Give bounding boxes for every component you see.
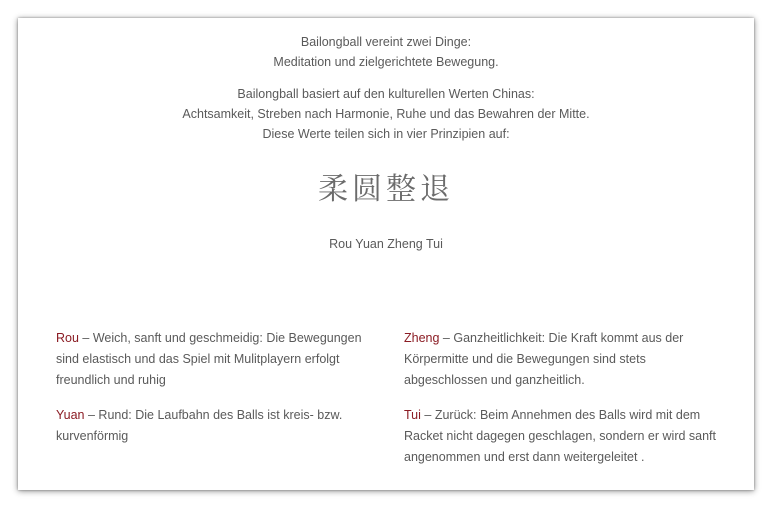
chinese-characters: 柔圆整退: [318, 172, 454, 207]
intro-line-4: Achtsamkeit, Streben nach Harmonie, Ruhe und das Bewahren der Mitte.: [182, 107, 590, 121]
intro-paragraph-2: [18, 84, 754, 144]
intro-line-1: Bailongball vereint zwei Dinge:: [300, 35, 472, 49]
pinyin-line: Rou Yuan Zheng Tui: [329, 237, 443, 251]
intro-line-2: Meditation und zielgerichtete Bewegung.: [273, 55, 499, 69]
intro-line-3: Bailongball basiert auf den kulturellen Werten Chinas:: [237, 87, 535, 101]
principle-rou: [56, 328, 376, 391]
principle-description: Weich, sanft und geschmeidig: Die Bewegungen sind elastisch und das Spiel mit Mulitplayern erfolgt freundlich und ruhig: [56, 331, 362, 387]
content-card: [18, 18, 754, 490]
principle-term: Rou: [56, 331, 79, 345]
principle-tui: [404, 405, 724, 468]
principle-dash: –: [78, 331, 93, 345]
intro-line-5: Diese Werte teilen sich in vier Prinzipien auf:: [262, 127, 510, 141]
principle-term: Zheng: [404, 331, 440, 345]
intro-paragraph-1: [18, 32, 754, 72]
principle-description: Zurück: Beim Annehmen des Balls wird mit dem Racket nicht dagegen geschlagen, sondern er wird sanft angenommen und erst dann weitergeleitet .: [404, 408, 716, 464]
principle-description: Rund: Die Laufbahn des Balls ist kreis- bzw. kurvenförmig: [56, 408, 343, 443]
principle-description: Ganzheitlichkeit: Die Kraft kommt aus der Körpermitte und die Bewegungen sind stets abgeschlossen und ganzheitlich.: [404, 331, 684, 387]
intro-text: [18, 32, 754, 144]
principle-yuan: [56, 405, 376, 447]
principle-dash: –: [84, 408, 99, 422]
principle-dash: –: [420, 408, 435, 422]
principle-term: Yuan: [56, 408, 85, 422]
principle-term: Tui: [404, 408, 421, 422]
principle-zheng: [404, 328, 724, 391]
principle-dash: –: [439, 331, 454, 345]
